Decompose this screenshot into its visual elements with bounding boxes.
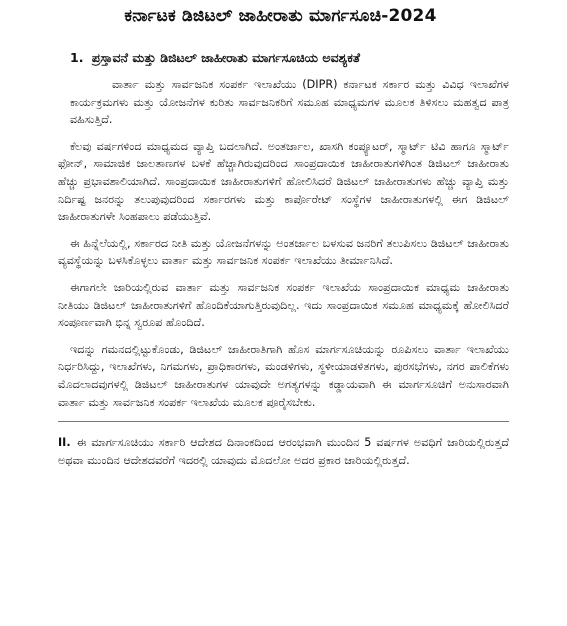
section-2-text: ಈ ಮಾರ್ಗಸೂಚಿಯು ಸರ್ಕಾರಿ ಆದೇಶದ ದಿನಾಂಕದಿಂದ ಆರಂಭವಾಗಿ ಮುಂದಿನ 5 ವರ್ಷಗಳ ಅವಧಿಗೆ ಜಾರಿಯಲ್ಲಿರುತ್ತದೆ ಅಥವಾ ಮುಂದಿನ ಆದೇಶದವರೆಗೆ ಇದರಲ್ಲಿ ಯಾವುದು ಮೊದಲೋ ಅದರ ಪ್ರಕಾರ ಜಾರಿಯಲ್ಲಿರುತ್ತದೆ.: [58, 436, 509, 467]
section-2-number: II.: [58, 436, 71, 450]
paragraph-3: ಈ ಹಿನ್ನೆಲೆಯಲ್ಲಿ, ಸರ್ಕಾರದ ನೀತಿ ಮತ್ತು ಯೋಜನೆಗಳನ್ನು ಅಂತರ್ಜಾಲ ಬಳಸುವ ಜನರಿಗೆ ತಲುಪಿಸಲು ಡಿಜಿಟಲ್ ಜಾಹೀರಾತು ವ್ಯವಸ್ಥೆಯನ್ನು ಬಳಸಿಕೊಳ್ಳಲು ವಾರ್ತಾ ಮತ್ತು ಸಾರ್ವಜನಿಕ ಸಂಪರ್ಕ ಇಲಾಖೆಯು ತೀರ್ಮಾನಿಸಿದೆ.: [58, 236, 509, 268]
paragraph-4: ಈಗಾಗಲೇ ಜಾರಿಯಲ್ಲಿರುವ ವಾರ್ತಾ ಮತ್ತು ಸಾರ್ವಜನಿಕ ಸಂಪರ್ಕ ಇಲಾಖೆಯ ಸಾಂಪ್ರದಾಯಿಕ ಮಾಧ್ಯಮ ಜಾಹೀರಾತು ನೀತಿಯು ಡಿಜಿಟಲ್ ಜಾಹೀರಾತುಗಳಿಗೆ ಹೊಂದಿಕೆಯಾಗುತ್ತಿರುವುದಿಲ್ಲ. ಇದು ಸಾಂಪ್ರದಾಯಿಕ ಸಮೂಹ ಮಾಧ್ಯಮಕ್ಕೆ ಹೋಲಿಸಿದರೆ ಸಂಪೂರ್ಣವಾಗಿ ಭಿನ್ನ ಸ್ವರೂಪ ಹೊಂದಿದೆ.: [58, 280, 509, 330]
section-2-paragraph: [58, 434, 509, 469]
section-1-heading: [70, 50, 509, 66]
paragraph-5: ಇದನ್ನು ಗಮನದಲ್ಲಿಟ್ಟುಕೊಂಡು, ಡಿಜಿಟಲ್ ಜಾಹೀರಾತಿಗಾಗಿ ಹೊಸ ಮಾರ್ಗಸೂಚಿಯನ್ನು ರೂಪಿಸಲು ವಾರ್ತಾ ಇಲಾಖೆಯು ನಿರ್ಧರಿಸಿದ್ದು, ಇಲಾಖೆಗಳು, ನಿಗಮಗಳು, ಪ್ರಾಧಿಕಾರಗಳು, ಮಂಡಳಿಗಳು, ಸ್ಥಳೀಯಾಡಳಿತಗಳು, ಪುರಸಭೆಗಳು, ನಗರ ಪಾಲಿಕೆಗಳು ಮೊದಲಾದವುಗಳಲ್ಲಿ ಡಿಜಿಟಲ್ ಜಾಹೀರಾತುಗಳ ಯಾವುದೇ ಅಗತ್ಯಗಳನ್ನು ಕಡ್ಡಾಯವಾಗಿ ಈ ಮಾರ್ಗಸೂಚಿಗೆ ಅನುಸಾರವಾಗಿ ವಾರ್ತಾ ಮತ್ತು ಸಾರ್ವಜನಿಕ ಸಂಪರ್ಕ ಇಲಾಖೆಯ ಮೂಲಕ ಪೂರೈಸಬೇಕು.: [58, 342, 509, 409]
section-1-heading-text: ಪ್ರಸ್ತಾವನೆ ಮತ್ತು ಡಿಜಿಟಲ್ ಜಾಹೀರಾತು ಮಾರ್ಗಸೂಚಿಯ ಅವಶ್ಯಕತೆ: [91, 50, 361, 65]
section-divider: [58, 421, 509, 422]
section-1-number: 1.: [70, 50, 84, 65]
paragraph-2: ಕೆಲವು ವರ್ಷಗಳಿಂದ ಮಾಧ್ಯಮದ ವ್ಯಾಪ್ತಿ ಬದಲಾಗಿದೆ. ಅಂತರ್ಜಾಲ, ಖಾಸಗಿ ಕಂಪ್ಯೂಟರ್, ಸ್ಮಾರ್ಟ್ ಟಿವಿ ಹಾಗೂ ಸ್ಮಾರ್ಟ್ ಫೋನ್, ಸಾಮಾಜಿಕ ಜಾಲತಾಣಗಳ ಬಳಕೆ ಹೆಚ್ಚಾಗಿರುವುದರಿಂದ ಸಾಂಪ್ರದಾಯಿಕ ಜಾಹೀರಾತುಗಳಿಗಿಂತ ಡಿಜಿಟಲ್ ಜಾಹೀರಾತು ಹೆಚ್ಚು ಪ್ರಭಾವಶಾಲಿಯಾಗಿದೆ. ಸಾಂಪ್ರದಾಯಿಕ ಜಾಹೀರಾತುಗಳಿಗೆ ಹೋಲಿಸಿದರೆ ಡಿಜಿಟಲ್ ಜಾಹೀರಾತುಗಳು ಹೆಚ್ಚು ವ್ಯಾಪ್ತಿ ಮತ್ತು ನಿರ್ದಿಷ್ಟ ಜನರನ್ನು ತಲುಪುವುದರಿಂದ ಸರ್ಕಾರಗಳು ಮತ್ತು ಕಾರ್ಪೊರೇಟ್ ಸಂಸ್ಥೆಗಳ ಜಾಹೀರಾತುಗಳಲ್ಲಿ ಈಗ ಡಿಜಿಟಲ್ ಜಾಹೀರಾತುಗಳೇ ಸಿಂಹಪಾಲು ಪಡೆಯುತ್ತಿವೆ.: [58, 139, 509, 224]
document-title: ಕರ್ನಾಟಕ ಡಿಜಿಟಲ್ ಜಾಹೀರಾತು ಮಾರ್ಗಸೂಚಿ-2024: [124, 6, 437, 26]
paragraph-1: ವಾರ್ತಾ ಮತ್ತು ಸಾರ್ವಜನಿಕ ಸಂಪರ್ಕ ಇಲಾಖೆಯು (DIPR) ಕರ್ನಾಟಕ ಸರ್ಕಾರ ಮತ್ತು ವಿವಿಧ ಇಲಾಖೆಗಳ ಕಾರ್ಯಕ್ರಮಗಳು ಮತ್ತು ಯೋಜನೆಗಳ ಕುರಿತು ಸಾರ್ವಜನಿಕರಿಗೆ ಸಮೂಹ ಮಾಧ್ಯಮಗಳ ಮೂಲಕ ತಿಳಿಸಲು ಮಹತ್ವದ ಪಾತ್ರ ವಹಿಸುತ್ತಿದೆ.: [70, 78, 509, 127]
